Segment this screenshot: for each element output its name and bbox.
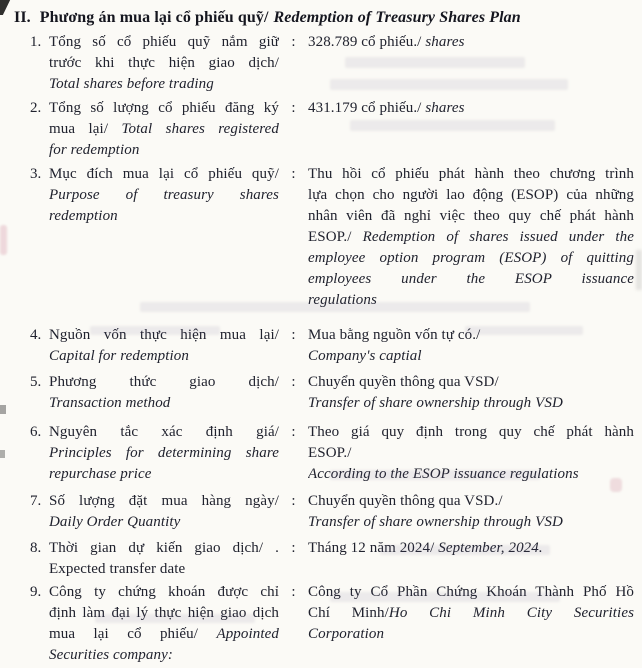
text-line — [308, 603, 634, 624]
colon-separator: : — [291, 584, 296, 600]
text-line — [49, 624, 279, 645]
text-segment: ESOP./ — [308, 445, 352, 461]
item-value — [308, 582, 634, 645]
text-line — [49, 325, 279, 346]
text-segment-italic: Redemption of shares issued under the — [362, 229, 634, 245]
text-segment: mua lại cổ phiếu/ — [49, 626, 217, 642]
item-number: 3. — [30, 166, 42, 182]
text-segment: lựa chọn cho người lao động (ESOP) của những — [308, 187, 634, 203]
text-segment-italic: Appointed — [216, 626, 279, 642]
text-line — [308, 346, 634, 367]
text-segment: Mua bằng nguồn vốn tự có./ — [308, 327, 481, 343]
text-segment-italic: shares — [425, 34, 465, 50]
item-label — [49, 32, 279, 95]
text-segment: ESOP./ — [308, 229, 363, 245]
text-segment: Thu hồi cổ phiếu phát hành theo chương trình — [308, 166, 634, 182]
text-line — [49, 559, 279, 580]
text-segment-italic: Principles for determining share — [49, 445, 279, 461]
text-segment-italic: Securities company: — [49, 647, 173, 663]
text-line — [49, 74, 279, 95]
text-segment-italic: Transfer of share ownership through VSD — [308, 514, 563, 530]
item-value — [308, 325, 634, 367]
text-segment-italic: for redemption — [49, 142, 140, 158]
section-numeral: II. — [14, 9, 31, 26]
text-segment-italic: shares — [425, 100, 465, 116]
text-line — [49, 140, 279, 161]
text-line — [308, 290, 634, 311]
plan-item — [30, 491, 636, 533]
section-heading — [0, 0, 642, 29]
text-line — [308, 393, 634, 414]
item-label — [49, 422, 279, 485]
text-segment: 431.179 cổ phiếu./ — [308, 100, 426, 116]
text-segment: Chuyển quyền thông qua VSD/ — [308, 374, 499, 390]
text-segment: Mục đích mua lại cổ phiếu quỹ/ — [49, 166, 279, 182]
item-number: 6. — [30, 424, 42, 440]
item-value — [308, 372, 634, 414]
scan-edge-mark — [0, 405, 6, 414]
text-line — [49, 393, 279, 414]
item-label — [49, 538, 279, 580]
item-label — [49, 582, 279, 666]
text-segment-italic: Corporation — [308, 626, 385, 642]
text-segment: Chuyển quyền thông qua VSD./ — [308, 493, 503, 509]
scan-edge-mark — [0, 450, 5, 458]
item-label — [49, 325, 279, 367]
text-segment-italic: redemption — [49, 208, 118, 224]
text-segment: Nguyên tắc xác định giá/ — [49, 424, 279, 440]
text-line — [308, 464, 634, 485]
text-line — [308, 164, 634, 185]
text-line — [49, 491, 279, 512]
text-line — [308, 512, 634, 533]
item-label — [49, 491, 279, 533]
item-value — [308, 32, 634, 53]
plan-item — [30, 422, 636, 485]
text-segment: mua lại/ — [49, 121, 122, 137]
text-segment: Expected transfer date — [49, 561, 186, 577]
text-line — [49, 512, 279, 533]
text-segment-italic: Company's captial — [308, 348, 422, 364]
text-line — [49, 645, 279, 666]
plan-item — [30, 164, 636, 311]
scan-smudge — [636, 250, 642, 290]
text-line — [49, 119, 279, 140]
text-segment-italic: employees under the ESOP issuance — [308, 271, 634, 287]
colon-separator: : — [291, 166, 296, 182]
plan-item — [30, 372, 636, 414]
section-title-vietnamese: Phương án mua lại cổ phiếu quỹ/ — [39, 9, 269, 26]
colon-separator: : — [291, 540, 296, 556]
text-segment-italic: Total shares registered — [121, 121, 279, 137]
section-title-english: Redemption of Treasury Shares Plan — [273, 9, 521, 26]
colon-separator: : — [291, 100, 296, 116]
text-line — [49, 53, 279, 74]
text-segment: Nguồn vốn thực hiện mua lại/ — [49, 327, 279, 343]
item-value — [308, 164, 634, 311]
text-segment-italic: employee option program (ESOP) of quitting — [308, 250, 634, 266]
text-line — [49, 443, 279, 464]
text-line — [49, 464, 279, 485]
text-segment: Công ty Cổ Phần Chứng Khoán Thành Phố Hồ — [308, 584, 634, 600]
item-number: 5. — [30, 374, 42, 390]
text-line — [308, 227, 634, 248]
text-segment-italic: Ho Chi Minh City Securities — [388, 605, 634, 621]
plan-items-list — [30, 32, 636, 666]
item-number: 4. — [30, 327, 42, 343]
text-segment: trước khi thực hiện giao dịch/ — [49, 55, 279, 71]
text-line — [308, 32, 634, 53]
text-segment-italic: Total shares before trading — [49, 76, 214, 92]
text-segment-italic: September, 2024. — [438, 540, 543, 556]
text-segment-italic: Daily Order Quantity — [49, 514, 181, 530]
item-label — [49, 98, 279, 161]
plan-item — [30, 98, 636, 161]
text-line — [308, 624, 634, 645]
text-line — [49, 98, 279, 119]
text-segment: Tổng số cổ phiếu quỹ nắm giữ — [49, 34, 279, 50]
colon-separator: : — [291, 374, 296, 390]
text-segment: Chí Minh/ — [308, 605, 389, 621]
text-segment-italic: repurchase price — [49, 466, 152, 482]
text-segment: Thời gian dự kiến giao dịch/ . — [49, 540, 279, 556]
text-line — [308, 325, 634, 346]
text-segment: định làm đại lý thực hiện giao dịch — [49, 605, 279, 621]
plan-item — [30, 325, 636, 367]
text-segment-italic: Purpose of treasury shares — [49, 187, 279, 203]
text-segment: Phương thức giao dịch/ — [49, 374, 279, 390]
colon-separator: : — [291, 327, 296, 343]
item-number: 9. — [30, 584, 42, 600]
colon-separator: : — [291, 493, 296, 509]
text-line — [308, 98, 634, 119]
text-line — [308, 248, 634, 269]
text-line — [308, 443, 634, 464]
item-label — [49, 164, 279, 227]
item-number: 8. — [30, 540, 42, 556]
text-line — [308, 491, 634, 512]
text-segment-italic: Transfer of share ownership through VSD — [308, 395, 563, 411]
colon-separator: : — [291, 34, 296, 50]
text-line — [49, 185, 279, 206]
text-line — [49, 164, 279, 185]
text-segment: 328.789 cổ phiếu./ — [308, 34, 426, 50]
plan-item — [30, 582, 636, 666]
text-segment: Tổng số lượng cổ phiếu đăng ký — [49, 100, 279, 116]
colon-separator: : — [291, 424, 296, 440]
text-line — [308, 185, 634, 206]
item-value — [308, 422, 634, 485]
item-number: 1. — [30, 34, 42, 50]
text-segment-italic: According to the ESOP issuance regulations — [308, 466, 579, 482]
text-segment-italic: Capital for redemption — [49, 348, 189, 364]
text-line — [49, 422, 279, 443]
text-segment-italic: Transaction method — [49, 395, 171, 411]
item-number: 2. — [30, 100, 42, 116]
scan-smudge — [0, 225, 7, 255]
text-segment-italic: regulations — [308, 292, 377, 308]
text-segment: Số lượng đặt mua hàng ngày/ — [49, 493, 279, 509]
text-segment: nhân viên đã nghỉ việc theo quy chế phát hành — [308, 208, 634, 224]
plan-item — [30, 538, 636, 580]
item-label — [49, 372, 279, 414]
item-value — [308, 98, 634, 119]
plan-item — [30, 32, 636, 95]
text-line — [49, 32, 279, 53]
text-segment: Theo giá quy định trong quy chế phát hành — [308, 424, 634, 440]
item-number: 7. — [30, 493, 42, 509]
text-line — [49, 372, 279, 393]
text-line — [49, 346, 279, 367]
text-line — [49, 603, 279, 624]
text-segment: Tháng 12 năm 2024/ — [308, 540, 439, 556]
text-line — [308, 206, 634, 227]
text-line — [308, 422, 634, 443]
item-value — [308, 491, 634, 533]
text-line — [49, 582, 279, 603]
item-value — [308, 538, 634, 559]
text-line — [308, 372, 634, 393]
text-line — [308, 582, 634, 603]
text-line — [49, 206, 279, 227]
text-line — [308, 538, 634, 559]
text-segment: Công ty chứng khoán được chỉ — [49, 584, 279, 600]
text-line — [49, 538, 279, 559]
text-line — [308, 269, 634, 290]
